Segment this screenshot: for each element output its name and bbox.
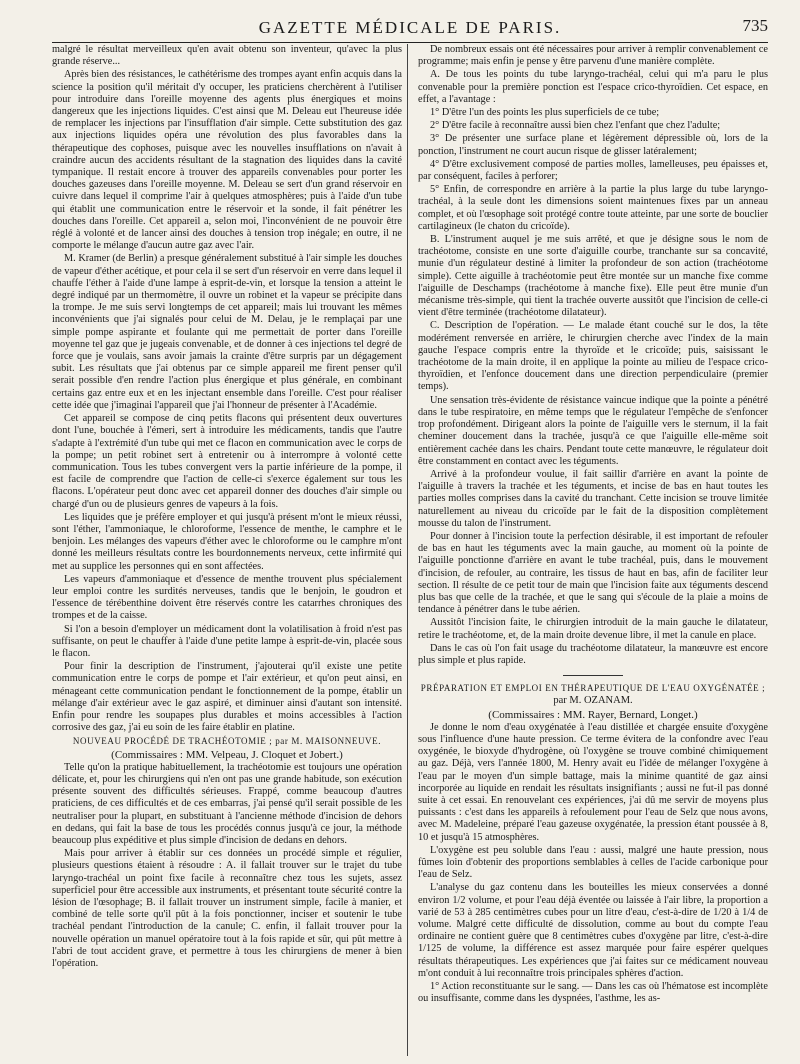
paragraph: Mais pour arriver à établir sur ces données un procédé simple et régulier, plusieurs questions étaient à résoudre : A. il fallait trouver sur le trajet du tube laryngo-trachéal un point fixe facile à reconnaître chez tous les sujets, assez superficiel pour être accessible aux instruments, et présentant toute sécurité contre la lésion de l'œsophage; B. il fallait trouver un instrument simple, facile à manier, et combiné de telle sorte qu'il pût à la fois ponctionner, inciser et soutenir le tube trachéal pendant l'introduction de la canule; C. enfin, il fallait trouver pour la nouvelle opération un manuel opératoire tout à la fois rapide et sûr, qui pût mettre à l'abri de tout accident grave, et permettre à tous les chirurgiens de mener à bien l'opération. — [52, 848, 402, 970]
paragraph: malgré le résultat merveilleux qu'en avait obtenu son inventeur, qu'avec la plus grande réserve... — [52, 44, 402, 68]
paragraph: Après bien des résistances, le cathétérisme des trompes ayant enfin acquis dans la science la position qu'il méritait d'y occuper, les praticiens cherchèrent à l'utiliser pour introduire dans l'oreille moyenne des agents plus énergiques et moins dangereux que les injections liquides. C'est ainsi que M. Deleau eut l'heureuse idée de remplacer les injections par l'insufflation d'air simple. Cette substitution des gaz aux injections liquides opéra une révolution des plus favorables dans la thérapeutique des cophoses, puisque avec les nouvelles insufflations on n'avait à craindre aucun des accidents résultant de la stagnation des liquides dans la cavité tympanique. Il restait encore à trouver des appareils convenables pour porter les douches gazeuses dans l'oreille moyenne. M. Deleau se sert d'un grand réservoir en cuivre dans lequel il comprime l'air à quelques atmosphères; puis à l'aide d'un tube qui établit une communication entre le réservoir et la sonde, il fait pénétrer les douches dans l'oreille. Cet appareil a, selon moi, l'inconvénient de ne pouvoir être réglé à volonté et de lancer ainsi des douches à tension trop inégale; en outre, il ne comporte le mélange d'aucun autre gaz avec l'air. — [52, 69, 402, 252]
paragraph: Les vapeurs d'ammoniaque et d'essence de menthe trouvent plus spécialement leur emploi contre les surdités nerveuses, tandis que le benjoin, le goudron et l'essence de térébenthine doivent être réservés contre les catarrhes chroniques des trompes et de la caisse. — [52, 573, 402, 622]
paragraph: Une sensation très-évidente de résistance vaincue indique que la pointe a pénétré dans le tube respiratoire, en même temps que le régulateur l'empêche de s'enfoncer trop profondément. Dirigeant alors la pointe de l'aiguille vers le sternum, il la fait cheminer doucement dans la trachée, jusqu'à ce que l'aiguille elle-même soit entièrement cachée dans les chairs. Pendant toute cette manœuvre, le régulateur doit être constamment en contact avec les téguments. — [418, 394, 768, 467]
paragraph: Dans le cas où l'on fait usage du trachéotome dilatateur, la manœuvre est encore plus simple et plus rapide. — [418, 642, 768, 666]
list-item: 4° D'être exclusivement composé de parties molles, lamelleuses, peu épaisses et, par conséquent, faciles à perforer; — [418, 158, 768, 183]
paragraph: Je donne le nom d'eau oxygénatée à l'eau distillée et chargée ensuite d'oxygène sous l'influence d'une haute pression. Ce terme évitera de la confondre avec l'eau oxygénée, le bioxyde d'hydrogène, où l'oxygène se trouve combiné chimiquement au gaz. Déjà, vers l'année 1800, M. Henry avait eu l'idée de mélanger l'oxygène à l'eau par le moyen d'un simple battage, mais la minime quantité de gaz ainsi incorporée au liquide en rendait les résultats insignifiants ; aussi ne fut-il pas donné suite à cet essai. En renouvelant ces expériences, j'ai dû me servir de moyens plus puissants : c'est dans les appareils à refoulement pour l'eau de Selz que nous avons, avec M. Madeleine, préparé l'eau gazeuse oxygénatée, la pression étant poussée à 8, 10 et jusqu'à 15 atmosphères. — [418, 721, 768, 843]
section-title: PRÉPARATION ET EMPLOI EN THÉRAPEUTIQUE DE L'EAU OXYGÉNATÉE ; — [420, 683, 766, 694]
paragraph: Aussitôt l'incision faite, le chirurgien introduit de la main gauche le dilatateur, retire le trachéotome, et, de la main droite devenue libre, il met la canule en place. — [418, 617, 768, 641]
paragraph: 1° Action reconstituante sur le sang. — Dans les cas où l'hématose est incomplète ou insuffisante, comme dans les dyspnées, l'asthme, les as- — [418, 981, 768, 1005]
commission-line: (Commissaires : MM. Rayer, Bernard, Longet.) — [488, 708, 698, 721]
paragraph: B. L'instrument auquel je me suis arrêté, et que je désigne sous le nom de trachéotome, consiste en une sorte d'aiguille courbe, tranchante sur sa concavité, munie d'un régulateur destiné à limiter la profondeur de son action (trachéotome simple). Cette aiguille à trachéotomie peut être montée sur un manche fixe comme l'aiguille de Deschamps (trachéotome à manche fixe). Elle peut être munie d'un mécanisme très-simple, qui tient la trachée ouverte aussitôt que l'incision de celle-ci vient d'être terminée (trachéotome dilatateur). — [418, 234, 768, 319]
paragraph: M. Kramer (de Berlin) a presque généralement substitué à l'air simple les douches de vapeur d'éther acétique, et pour cela il se sert d'un réservoir en verre dans lequel il chauffe l'éther à l'aide d'une lampe à esprit-de-vin, et lorsque la tension a atteint le degré indiqué par un thermomètre, il ouvre un robinet et la vapeur se précipite dans la trompe. Je me suis servi longtemps de cet appareil; mais lui trouvant les mêmes inconvénients que j'ai signalés pour celui de M. Delau, je le remplaçai par une simple pompe aspirante et foulante qui me permettait de porter dans l'oreille moyenne tel gaz que je jugeais convenable, et de donner à ces injections tel degré de force que je voulais, sans avoir jamais la crainte d'être surpris par un dégagement subit. Les résultats que j'ai obtenus par ce simple appareil me firent penser qu'il serait possible d'en rendre l'action plus énergique et plus générale, en combinant certains gaz entre eux et en les injectant ensemble dans l'oreille. C'est pour réaliser cette idée que j'imaginai l'appareil que j'ai l'honneur de présenter à l'Académie. — [52, 253, 402, 411]
left-column — [52, 44, 402, 1058]
list-item: 3° De présenter une surface plane et légèrement dépressible où, lors de la ponction, l'instrument ne court aucun risque de glisser latéralement; — [418, 133, 768, 157]
paragraph: L'analyse du gaz contenu dans les bouteilles les mieux conservées a donné environ 1/2 volume, et pour l'eau déjà éventée ou laissée à l'air libre, la proportion a varié de 53 à 285 centimètres cubes pour un litre d'eau, c'est-à-dire de 1/20 à 1/4 de volume. Malgré cette difficulté de dissolution, comme au bout du compte l'eau ordinaire ne contient guère que 8 centimètres cubes d'oxygène par litre, c'est-à-dire 1/125 de volume, la différence est assez marquée pour faire espérer quelques résultats thérapeutiques. Les expériences que j'ai faites sur ce médicament nouveau m'ont conduit à lui reconnaître trois principales sphères d'action. — [418, 882, 768, 979]
paragraph: L'oxygène est peu soluble dans l'eau : aussi, malgré une haute pression, nous fûmes loin d'obtenir des proportions semblables à celles de l'acide carbonique pour l'eau de Selz. — [418, 844, 768, 881]
paragraph: De nombreux essais ont été nécessaires pour arriver à remplir convenablement ce programme; mais enfin je pense y être parvenu d'une manière complète. — [418, 44, 768, 68]
paragraph: A. De tous les points du tube laryngo-trachéal, celui qui m'a paru le plus convenable pour la première ponction est l'espace crico-thyroïdien. Cet espace, en effet, a l'avantage : — [418, 69, 768, 105]
paragraph: Pour finir la description de l'instrument, j'ajouterai qu'il existe une petite communication entre le corps de pompe et l'air extérieur, et qu'on peut ainsi, en ménageant cette communication pendant le fonctionnement de la pompe, établir un mélange d'air extérieur avec le gaz aspiré, et diminuer ainsi d'autant son intensité. Enfin pour rendre les soupapes plus durables et moins accessibles à l'action corrosive des gaz, j'ai eu soin de les faire établir en platine. — [52, 661, 402, 734]
paragraph: Cet appareil se compose de cinq petits flacons qui présentent deux ouvertures dont l'une, bouchée à l'émeri, sert à introduire les médicaments, tandis que l'autre s'adapte à l'extrémité d'un tube qui met ce flacon en communication avec le corps de la pompe; un petit robinet sert à entretenir ou à interrompre à volonté cette communication. Tous les tubes convergent vers la partie inférieure de la pompe, il est facile de comprendre que l'action de celle-ci s'exerce également sur tous les flacons. L'opérateur peut donc avec cet appareil donner des douches d'air simple ou chargé d'un ou de plusieurs genres de vapeurs à la fois. — [52, 413, 402, 510]
section-author: par M. OZANAM. — [553, 695, 633, 707]
page-header — [52, 14, 768, 43]
list-item: 2° D'être facile à reconnaître aussi bien chez l'enfant que chez l'adulte; — [430, 120, 721, 132]
journal-title: GAZETTE MÉDICALE DE PARIS. — [258, 18, 562, 37]
paragraph: C. Description de l'opération. — Le malade étant couché sur le dos, la tête modérément renversée en arrière, le chirurgien cherche avec l'index de la main gauche l'espace compris entre la thyroïde et le cricoïde; puis, saisissant le trachéotome de la main droite, il en applique la pointe au milieu de l'espace crico-thyroïdien, et l'enfonce doucement dans une direction perpendiculaire (premier temps). — [418, 320, 768, 393]
paragraph: Telle qu'on la pratique habituellement, la trachéotomie est toujours une opération délicate, et, pour les chirurgiens qui n'en ont pas une grande habitude, son exécution présente souvent des difficultés sérieuses. Frappé, comme beaucoup d'autres praticiens, de ces difficultés et de ces embarras, j'ai pensé qu'il serait possible de les neutraliser pour la plupart, en substituant à l'ancienne méthode d'incision de dehors en dedans, qui fait la base de tous les procédés connus jusqu'à ce jour, la méthode beaucoup plus expéditive et plus simple d'incision de dedans en dehors. — [52, 761, 402, 846]
page-number: 735 — [742, 16, 768, 35]
column-divider — [407, 44, 408, 1056]
paragraph: Arrivé à la profondeur voulue, il fait saillir d'arrière en avant la pointe de l'aiguille à travers la trachée et les téguments, et incise de bas en haut toutes les parties molles comprises dans la cavité du tranchant. Cette incision se trouve limitée naturellement au niveau du cricoïde par le fait de la disposition complètement mousse du talon de l'instrument. — [418, 468, 768, 529]
right-column — [418, 44, 768, 1058]
paragraph: Les liquides que je préfère employer et qui jusqu'à présent m'ont le mieux réussi, sont l'éther, l'ammoniaque, le chloroforme, l'essence de menthe, le camphre et le benjoin. Les mélanges des vapeurs d'éther avec le chloroforme ou le camphre m'ont donné les meilleurs résultats contre les bourdonnements nerveux, cette infirmité qui met au supplice les personnes qui en sont affectées. — [52, 511, 402, 572]
paragraph: Pour donner à l'incision toute la perfection désirable, il est important de refouler de bas en haut les téguments avec la main gauche, au moment où la pointe de l'aiguille ponctionne d'arrière en avant le tube trachéal, puis, dans le mouvement d'incision, de refouler, au contraire, les tissus de haut en bas, afin de faciliter leur section. Il résulte de ce petit tour de main que l'incision faite aux téguments descend plus bas que celle de la trachée, et que le sang qui s'écoule de la plaie a moins de tendance à pénétrer dans le tube aérien. — [418, 530, 768, 616]
paragraph: Si l'on a besoin d'employer un médicament dont la volatilisation à froid n'est pas suffisante, on peut le chauffer à l'aide d'une petite lampe à esprit-de-vin, placée sous le flacon. — [52, 623, 402, 659]
list-item: 1° D'être l'un des points les plus superficiels de ce tube; — [430, 107, 660, 119]
section-title: NOUVEAU PROCÉDÉ DE TRACHÉOTOMIE ; par M. MAISONNEUVE. — [72, 736, 382, 747]
section-divider — [563, 675, 623, 676]
list-item: 5° Enfin, de correspondre en arrière à la partie la plus large du tube laryngo-trachéal, à la seule dont les dimensions soient maintenues fixes par un anneau complet, et où l'œsophage soit protégé contre toute atteinte, par une sorte de bouclier cartilagineux (le chaton du cricoïde). — [418, 184, 768, 232]
commission-line: (Commissaires : MM. Velpeau, J. Cloquet et Jobert.) — [111, 748, 343, 761]
